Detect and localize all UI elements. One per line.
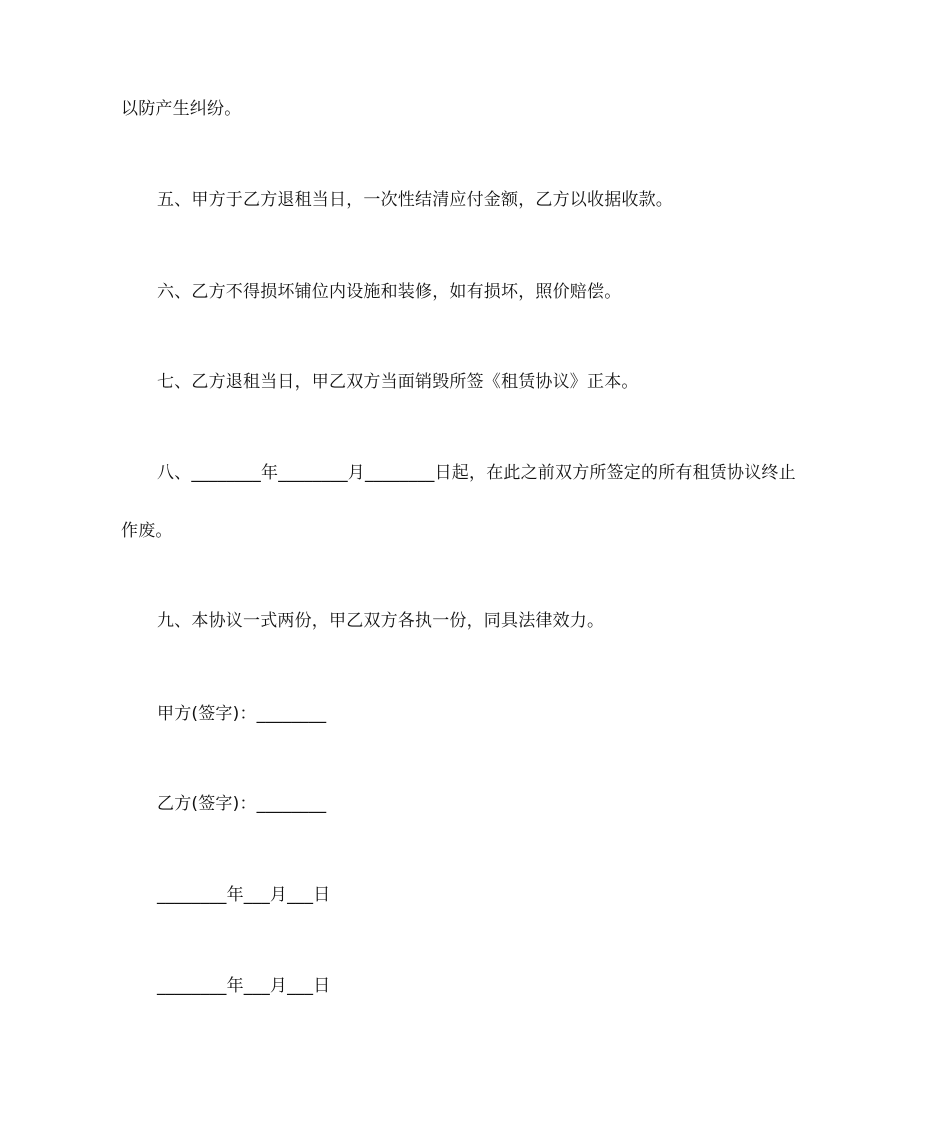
- clause-five: 五、甲方于乙方退租当日，一次性结清应付金额，乙方以收据收款。: [157, 190, 673, 210]
- party-a-signature-line: 甲方(签字)：________: [157, 704, 327, 724]
- clause-eight-line1: 八、________年________月________日起，在此之前双方所签定的所有租赁协议终止: [157, 463, 796, 483]
- party-b-date-line: ________年___月___日: [157, 976, 331, 996]
- party-a-date-line: ________年___月___日: [157, 885, 331, 905]
- party-b-signature-line: 乙方(签字)：________: [157, 794, 327, 814]
- clause-seven: 七、乙方退租当日，甲乙双方当面销毁所签《租赁协议》正本。: [157, 372, 639, 392]
- clause-continuation-text: 以防产生纠纷。: [121, 99, 242, 119]
- clause-six: 六、乙方不得损坏铺位内设施和装修，如有损坏，照价赔偿。: [157, 282, 622, 302]
- clause-nine: 九、本协议一式两份，甲乙双方各执一份，同具法律效力。: [157, 611, 605, 631]
- clause-eight-line2: 作废。: [121, 521, 173, 541]
